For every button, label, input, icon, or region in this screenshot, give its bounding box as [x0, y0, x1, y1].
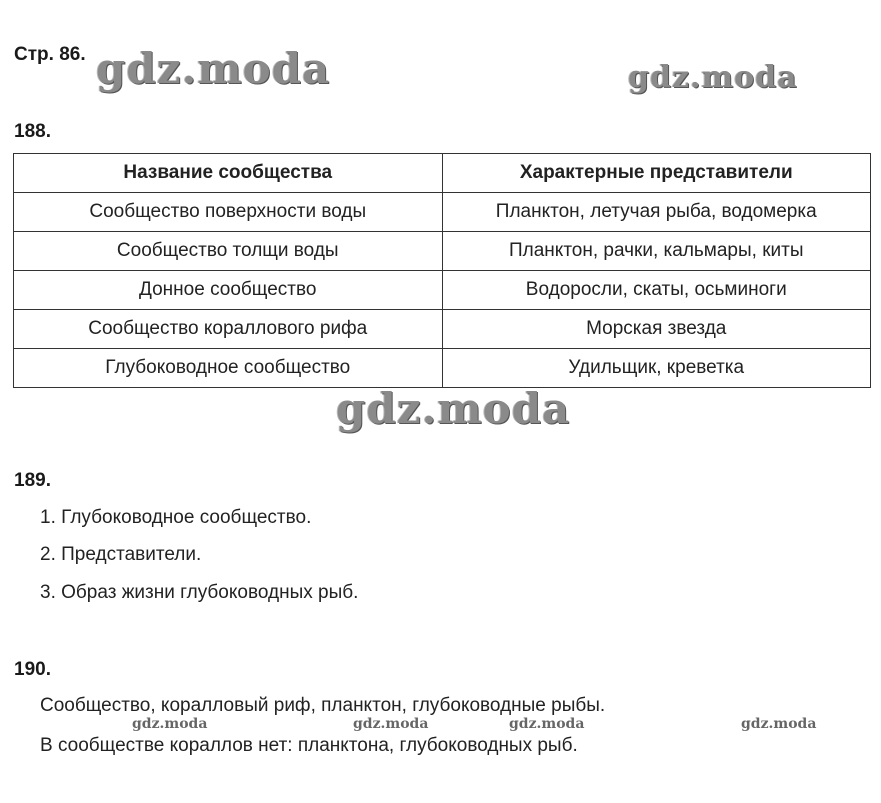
list-item: 2. Представители. [40, 544, 202, 565]
cell-community: Глубоководное сообщество [14, 349, 443, 388]
task-189-number: 189. [14, 470, 51, 491]
watermark-logo: gdz.moda [96, 44, 331, 93]
table-header-row [14, 154, 871, 193]
list-item: 1. Глубоководное сообщество. [40, 507, 312, 528]
watermark-logo: gdz.moda [628, 60, 798, 95]
cell-representatives: Планктон, рачки, кальмары, киты [442, 232, 871, 271]
cell-community: Донное сообщество [14, 271, 443, 310]
answer-line-1: Сообщество, коралловый риф, планктон, глубоководные рыбы. [40, 695, 606, 716]
table-row [14, 349, 871, 388]
table-row [14, 193, 871, 232]
watermark-logo: gdz.moda [353, 716, 429, 732]
cell-representatives: Водоросли, скаты, осьминоги [442, 271, 871, 310]
cell-community: Сообщество поверхности воды [14, 193, 443, 232]
cell-community: Сообщество толщи воды [14, 232, 443, 271]
communities-table [13, 153, 871, 388]
task-190-number: 190. [14, 659, 51, 680]
header-representatives: Характерные представители [442, 154, 871, 193]
header-community-name: Название сообщества [14, 154, 443, 193]
cell-representatives: Морская звезда [442, 310, 871, 349]
answer-line-2: В сообществе кораллов нет: планктона, глубоководных рыб. [40, 735, 578, 756]
watermark-logo: gdz.moda [741, 716, 817, 732]
task-188-number: 188. [14, 121, 51, 142]
cell-community: Сообщество кораллового рифа [14, 310, 443, 349]
watermark-logo: gdz.moda [336, 384, 571, 433]
watermark-logo: gdz.moda [509, 716, 585, 732]
table-row [14, 271, 871, 310]
cell-representatives: Планктон, летучая рыба, водомерка [442, 193, 871, 232]
cell-representatives: Удильщик, креветка [442, 349, 871, 388]
table-row [14, 232, 871, 271]
list-item: 3. Образ жизни глубоководных рыб. [40, 582, 359, 603]
watermark-logo: gdz.moda [132, 716, 208, 732]
page-label: Стр. 86. [14, 44, 86, 65]
table-row [14, 310, 871, 349]
